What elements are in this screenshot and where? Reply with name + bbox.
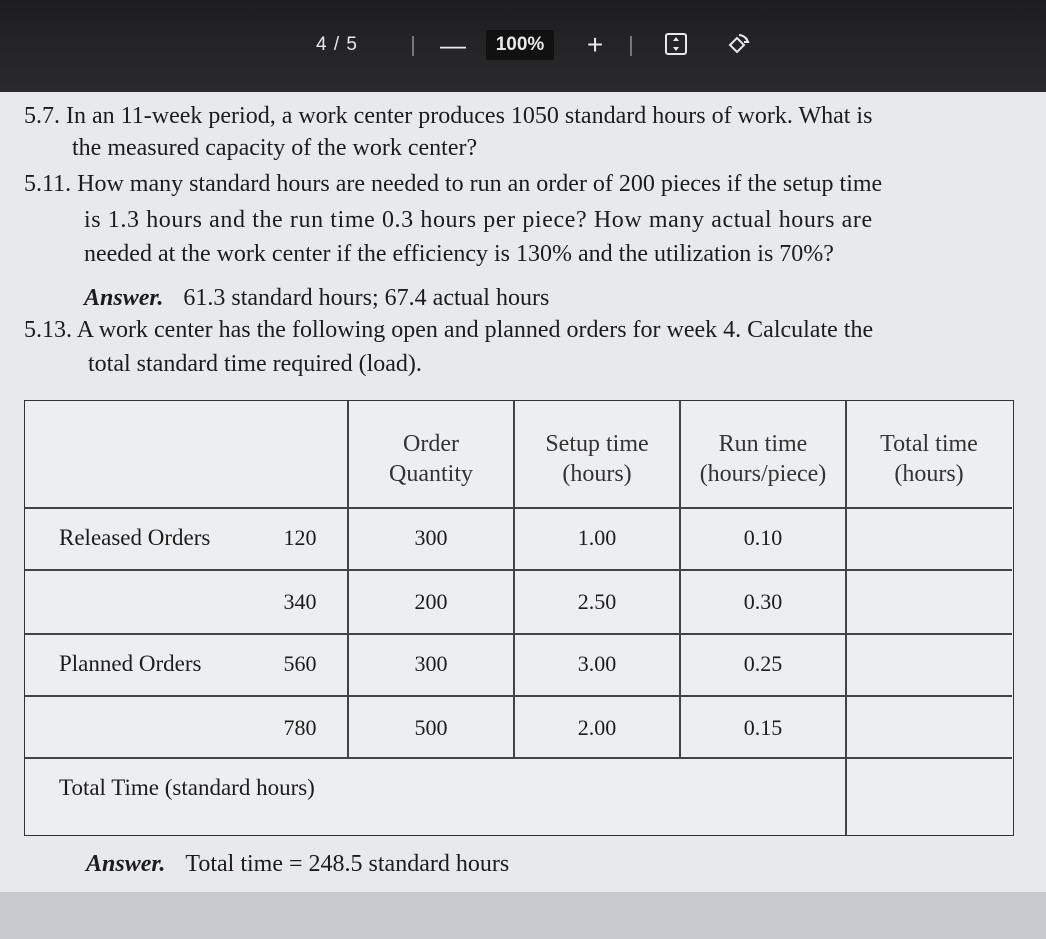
question-text: How many standard hours are needed to run an order of 200 pieces if the setup time — [77, 171, 883, 197]
zoom-in-button[interactable]: + — [586, 29, 604, 60]
total-row-label: Total Time (standard hours) — [59, 775, 315, 800]
header-total-time: Total time (hours) — [880, 431, 978, 487]
order-number: 780 — [283, 715, 317, 740]
page-indicator[interactable] — [306, 30, 368, 60]
question-number: 5.7. — [24, 103, 60, 129]
order-quantity: 300 — [414, 525, 448, 550]
question-5-13 — [24, 314, 873, 346]
run-time: 0.30 — [743, 589, 783, 614]
setup-time: 2.00 — [577, 715, 617, 740]
order-quantity: 500 — [414, 715, 448, 740]
viewer-background — [0, 892, 1046, 939]
order-number: 560 — [283, 651, 317, 676]
toolbar-divider — [412, 36, 414, 56]
setup-time: 2.50 — [577, 589, 617, 614]
answer-5-13 — [86, 848, 509, 880]
question-5-7 — [24, 100, 872, 132]
fit-page-icon[interactable] — [664, 32, 688, 56]
answer-5-11 — [84, 282, 549, 314]
question-number: 5.11. — [24, 171, 72, 197]
header-order-quantity: Order Quantity — [389, 431, 473, 487]
question-text-line: total standard time required (load). — [88, 351, 422, 377]
setup-time: 3.00 — [577, 651, 617, 676]
current-page[interactable]: 4 — [316, 34, 328, 55]
rotate-icon[interactable] — [722, 30, 752, 60]
question-text: In an 11-week period, a work center produces 1050 standard hours of work. What is — [66, 103, 873, 129]
order-number: 340 — [283, 589, 317, 614]
question-text-line: the measured capacity of the work center? — [72, 135, 478, 161]
answer-text: 61.3 standard hours; 67.4 actual hours — [183, 285, 550, 311]
zoom-out-button[interactable]: — — [440, 30, 466, 60]
page-separator: / — [333, 34, 341, 55]
setup-time: 1.00 — [577, 525, 617, 550]
header-setup-time: Setup time (hours) — [545, 431, 649, 487]
run-time: 0.15 — [743, 715, 783, 740]
question-text-line: is 1.3 hours and the run time 0.3 hours per piece? How many actual hours are — [84, 207, 873, 233]
toolbar-divider — [630, 36, 632, 56]
answer-text: Total time = 248.5 standard hours — [185, 851, 510, 877]
total-pages: 5 — [346, 34, 358, 55]
answer-label: Answer. — [84, 285, 164, 311]
order-quantity: 300 — [414, 651, 448, 676]
header-run-time: Run time (hours/piece) — [699, 431, 827, 487]
question-text-line: needed at the work center if the efficiency is 130% and the utilization is 70%? — [84, 241, 834, 267]
row-group-label: Released Orders — [59, 525, 211, 550]
order-quantity: 200 — [414, 589, 448, 614]
question-text: A work center has the following open and planned orders for week 4. Calculate the — [76, 317, 874, 343]
orders-table — [24, 400, 1014, 836]
run-time: 0.25 — [743, 651, 783, 676]
question-5-11 — [24, 168, 882, 200]
zoom-level[interactable]: 100% — [486, 30, 554, 60]
run-time: 0.10 — [743, 525, 783, 550]
row-group-label: Planned Orders — [59, 651, 202, 676]
answer-label: Answer. — [86, 851, 166, 877]
document-page — [0, 92, 1046, 892]
pdf-toolbar — [0, 0, 1046, 92]
order-number: 120 — [283, 525, 317, 550]
question-number: 5.13. — [24, 317, 72, 343]
